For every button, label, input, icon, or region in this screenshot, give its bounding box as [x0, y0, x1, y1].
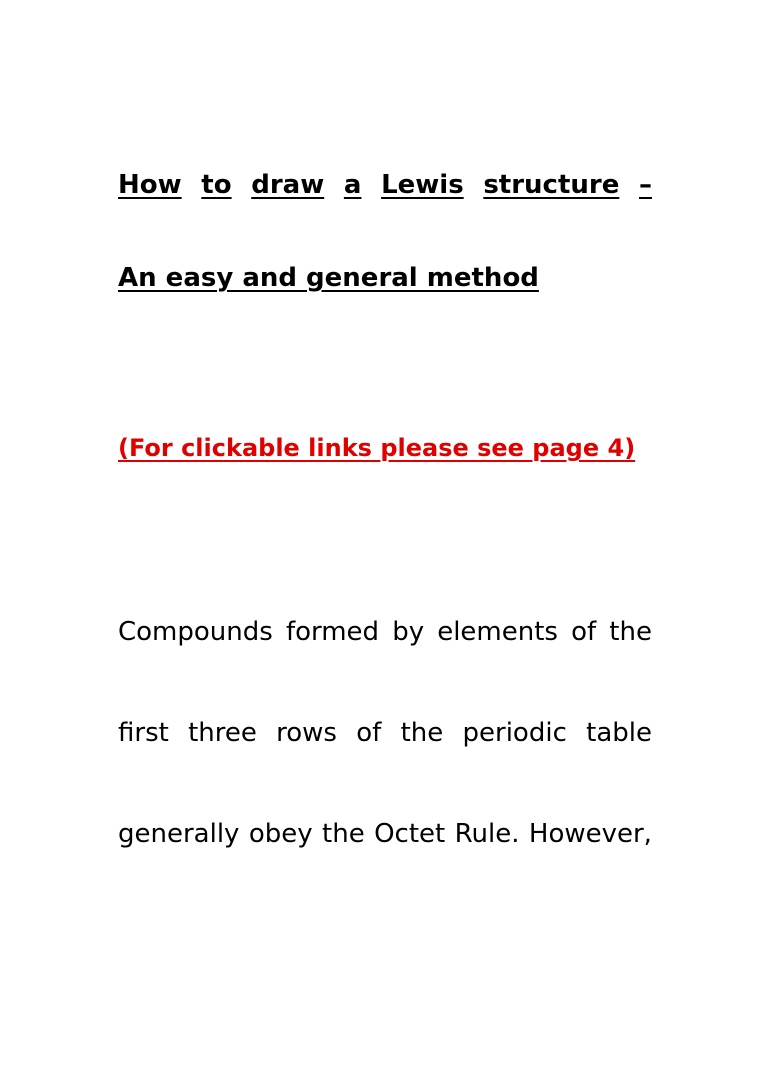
body-word: first — [118, 718, 169, 748]
body-word: by — [392, 617, 425, 647]
body-word: rows — [276, 718, 337, 748]
body-word: However, — [528, 819, 652, 849]
body-word: of — [571, 617, 597, 647]
clickable-links-note[interactable]: (For clickable links please see page 4) — [118, 434, 636, 462]
body-word: obey — [248, 819, 313, 849]
title-line-1 — [118, 170, 652, 200]
body-word: elements — [437, 617, 558, 647]
body-word: periodic — [462, 718, 567, 748]
body-line-1 — [118, 617, 652, 647]
body-line-3 — [118, 819, 652, 849]
body-word: table — [586, 718, 652, 748]
body-word: Compounds — [118, 617, 273, 647]
title-line-2: An easy and general method — [118, 263, 539, 293]
body-word: of — [356, 718, 382, 748]
title-word: draw — [251, 170, 325, 200]
title-word: – — [639, 170, 652, 200]
title-word: How — [118, 170, 182, 200]
body-word: Octet — [374, 819, 446, 849]
body-word: the — [609, 617, 652, 647]
body-word: generally — [118, 819, 240, 849]
title-word: to — [201, 170, 232, 200]
body-word: the — [400, 718, 444, 748]
body-word: Rule. — [454, 819, 520, 849]
title-word: structure — [483, 170, 620, 200]
body-word: three — [188, 718, 257, 748]
body-word: the — [322, 819, 365, 849]
title-word: Lewis — [381, 170, 464, 200]
title-word: a — [343, 170, 362, 200]
body-word: formed — [285, 617, 380, 647]
body-line-2 — [118, 718, 652, 748]
